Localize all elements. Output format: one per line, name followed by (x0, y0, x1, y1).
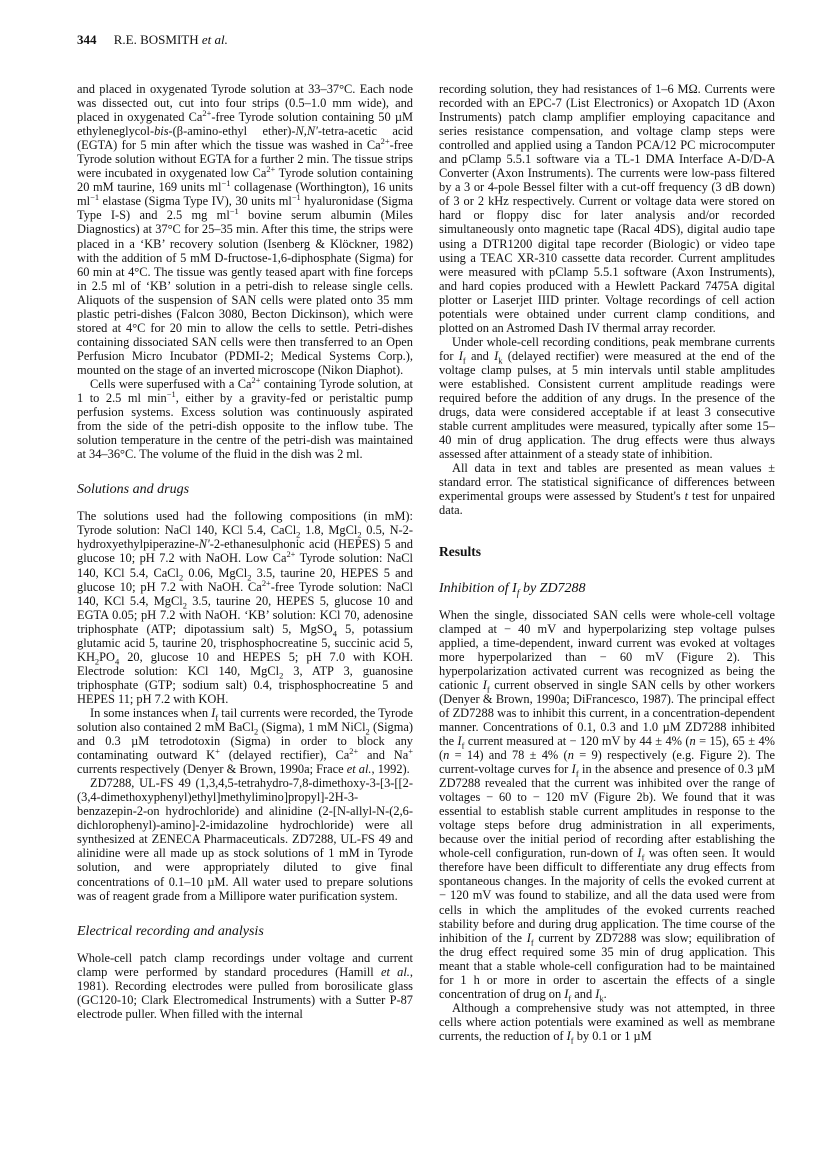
paragraph: The solutions used had the following compositions (in mM): Tyrode solution: NaCl 140, KCl 5.4, CaCl$_2$ 1.8, MgCl$_2$ 0.5, N-2-hydroxyethylpiperazine-N'-2-ethanesulphonic acid (HEPES) 5 and glucose 10; pH 7.2 with NaOH. Low $Ca^{2+}$ Tyrode solution: NaCl 140, KCl 5.4, CaCl$_2$ 0.06, MgCl$_2$ 3.5, taurine 20, HEPES 5 and glucose 10; pH 7.2 with NaOH. $Ca^{2+}$-free Tyrode solution: NaCl 140, KCl 5.4, MgCl$_2$ 3.5, taurine 20, HEPES 5, glucose 10 and EGTA 0.05; pH 7.2 with NaOH. ‘KB’ solution: KCl 70, adenosine triphosphate (ATP; dipotassium salt) 5, MgSO$_4$ 5, potassium glutamic acid 5, taurine 20, trisphosphocreatine 5, succinic acid 5, $KH_2PO_4$ 20, glucose 10 and HEPES 5; pH 7.0 with KOH. Electrode solution: KCl 140, MgCl$_2$ 3, ATP 3, guanosine triphosphate (GTP; sodium salt) 0.4, trisphosphocreatine 5 and HEPES 11; pH 7.2 with KOH. (77, 509, 414, 706)
paragraph: recording solution, they had resistances of 1–6 MΩ. Currents were recorded with an EPC-7 (List Electronics) or Axopatch 1D (Axon Instruments) patch clamp amplifier employing capacitance and series resistance compensation, and voltage clamp steps were controlled and applied using a Tandon PCA/12 PC microcomputer and pClamp 5.5.1 software via a TL-1 DMA Interface A-D/D-A Converter (Axon Instruments). The currents were low-pass filtered by a 3 or 4-pole Bessel filter with a cut-off frequency (3 dB down) of 3 or 2 kHz respectively. Current or voltage data were stored on hard or floppy disc for later analysis and/or recorded simultaneously onto magnetic tape (Racal 4DS), digital audio tape using a DTR1200 digital tape recorder (Biologic) or video tape using a TEAC XR-310 cassette data recorder. Current amplitudes were measured with pClamp 5.5.1 software (Axon Instruments), and hard copies produced with a Hewlett Packard 7475A digital plotter or Laserjet IIID printer. Voltage recordings of cell action potentials were obtained under current clamp conditions, and plotted on an Astromed Dash IV thermal array recorder. (439, 82, 775, 335)
left-column (77, 82, 413, 1021)
running-header (77, 32, 228, 48)
subsection-heading-inhibition: Inhibition of $I_f$ by ZD7288 (439, 580, 586, 599)
paragraph: ZD7288, UL-FS 49 (1,3,4,5-tetrahydro-7,8-dimethoxy-3-[3-[[2-(3,4-dimethoxyphenyl)ethyl]methylimino]propyl]-2H-3-benzazepin-2-on hydrochloride) and alinidine (2-[N-allyl-N-(2,6-dichlorophenyl)-amino]-2-imidazoline hydrochloride) were all synthesized at ZENECA Pharmaceuticals. ZD7288, UL-FS 49 and alinidine were all made up as stock solutions of 1 mM in Tyrode solution, and were appropriately diluted to give final concentrations of 0.1–10 µM. All water used to prepare solutions was of reagent grade from a Millipore water purification system. (77, 776, 413, 903)
paragraph: Although a comprehensive study was not attempted, in three cells where action potentials were examined as well as membrane currents, the reduction of $I_f$ by 0.1 or 1 µM (439, 1000, 775, 1046)
right-column (439, 82, 776, 1046)
paragraph: When the single, dissociated SAN cells were whole-cell voltage clamped at − 40 mV and hyperpolarizing step voltage pulses applied, a time-dependent, inward current was evoked at voltages more hyperpolarized than − 60 mV (Figure 2). This hyperpolarization activated current was recognized as being the cationic $I_f$ current observed in single SAN cells by other workers (Denyer & Brown, 1990a; DiFrancesco, 1987). The principal effect of ZD7288 was to inhibit this current, in a concentration-dependent manner. Concentrations of 0.1, 0.3 and 1.0 µM ZD7288 inhibited the $I_f$ current measured at − 120 mV by 44 ± 4% (n = 15), 65 ± 4% (n = 14) and 78 ± 4% (n = 9) respectively (e.g. Figure 2). The current-voltage curves for $I_f$ in the absence and presence of 0.3 µM ZD7288 revealed that the current was inhibited over the range of voltages − 60 to − 120 mV (Figure 2b). We found that it was essential to establish stable current amplitudes in response to the voltage steps before drug administration in all experiments, because over the initial period of recording after establishing the whole-cell configuration, run-down of $I_f$ was often seen. It would therefore have been difficult to differentiate any drug effects from spontaneous changes. In the majority of cells the evoked current at − 120 mV was found to stabilize, and all the data used were from cells in which the amplitudes of the evoked currents reached stability before and during drug application. The time course of the inhibition of the $I_f$ current by ZD7288 was slow; equilibration of the drug effect required some 35 min of drug application. This meant that a stable whole-cell configuration had to be maintained for 1 h or more in order to ascertain the effects of a single concentration of drug on $I_f$ and $I_k$. (439, 607, 775, 1004)
paragraph: All data in text and tables are presented as mean values ± standard error. The statistical significance of differences between experimental groups were assessed by Student's t test for unpaired data. (439, 461, 776, 518)
section-heading-results: Results (439, 544, 482, 560)
running-title: R.E. BOSMITH et al. (113, 32, 228, 47)
paragraph: and placed in oxygenated Tyrode solution at 33–37°C. Each node was dissected out, cut into four strips (0.5–1.0 mm wide), and placed in oxygenated $Ca^{2+}$-free Tyrode solution containing 50 µM ethyleneglycol-bis-(β-amino-ethyl ether)-N,N'-tetra-acetic acid (EGTA) for 5 min after which the tissue was washed in $Ca^{2+}$-free Tyrode solution without EGTA for a further 2 min. The tissue strips were incubated in oxygenated low $Ca^{2+}$ Tyrode solution containing 20 mM taurine, 169 units $ml^{-1}$ collagenase (Worthington), 16 units $ml^{-1}$ elastase (Sigma Type IV), 30 units $ml^{-1}$ hyaluronidase (Sigma Type I-S) and 2.5 mg $ml^{-1}$ bovine serum albumin (Miles Diagnostics) at 37°C for 25–35 min. After this time, the strips were placed in a ‘KB’ recovery solution (Isenberg & Klöckner, 1982) with the addition of 5 mM D-fructose-1,6-diphosphate (Sigma) for 60 min at 4°C. The tissue was gently teased apart with fine forceps in 2.5 ml of ‘KB’ solution in a petri-dish to release single cells. Aliquots of the suspension of SAN cells were plated onto 35 mm plastic petri-dishes (Falcon 3080, Becton Dickinson), which were stored at 4°C for 20 min to allow the cells to settle. Petri-dishes containing dissociated SAN cells were then transferred to an Open Perfusion Micro Incubator (PDMI-2; Medical Systems Corp.), mounted on the stage of an inverted microscope (Nikon Diaphot). (77, 82, 414, 377)
section-heading-electrical: Electrical recording and analysis (77, 923, 264, 939)
paragraph: Cells were superfused with a $Ca^{2+}$ containing Tyrode solution, at 1 to 2.5 ml $\min^{-1}$, either by a gravity-fed or peristaltic pump perfusion systems. Excess solution was continuously aspirated from the side of the petri-dish opposite to the inflow tube. The solution temperature in the centre of the petri-dish was maintained at 34–36°C. The volume of the fluid in the dish was 2 ml. (77, 374, 413, 462)
section-heading-solutions: Solutions and drugs (77, 482, 190, 498)
paragraph: In some instances when $I_f$ tail currents were recorded, the Tyrode solution also contained 2 mM BaCl$_2$ (Sigma), 1 mM NiCl$_2$ (Sigma) and 0.3 µM tetrodotoxin (Sigma) in order to block any contaminating outward K+ (delayed rectifier), $Ca^{2+}$ and Na+ currents respectively (Denyer & Brown, 1990a; Frace et al., 1992). (77, 705, 414, 777)
page-number: 344 (77, 32, 97, 47)
paragraph: Under whole-cell recording conditions, peak membrane currents for $I_f$ and $I_k$ (delayed rectifier) were measured at the end of the voltage clamp pulses, at 5 min intervals until stable amplitudes were established. Consistent current amplitude readings were required before the addition of any drugs. In the presence of the drugs, data were considered acceptable if at least 3 consecutive stable current amplitudes were measured, typically after some 15–40 min of drug application. The drug effects were thus always assessed after attainment of a steady state of inhibition. (439, 334, 775, 462)
paragraph: Whole-cell patch clamp recordings under voltage and current clamp were performed by standard procedures (Hamill et al., 1981). Recording electrodes were pulled from borosilicate glass (GC120-10; Clark Electromedical Instruments) with a Sutter P-87 electrode puller. When filled with the internal (77, 950, 413, 1021)
